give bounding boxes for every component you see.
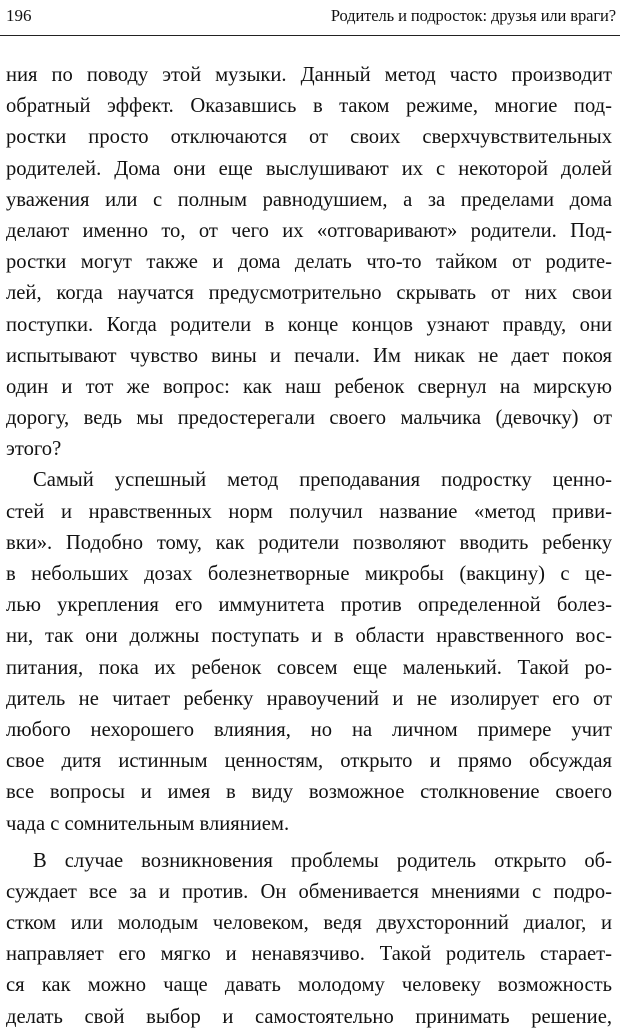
paragraph-3 xyxy=(6,846,612,1033)
text-line: В случае возникновения проблемы родитель открыто об- xyxy=(33,849,612,872)
text-line: испытывают чувство вины и печали. Им никак не дает покоя xyxy=(6,344,612,367)
text-line: любого нехорошего влияния, но на личном примере учит xyxy=(6,718,612,741)
text-line: поступки. Когда родители в конце концов узнают правду, они xyxy=(6,313,612,336)
running-title: Родитель и подросток: друзья или враги? xyxy=(330,6,616,25)
text-line: уважения или с полным равнодушием, а за пределами дома xyxy=(6,188,612,211)
text-line: ния по поводу этой музыки. Данный метод часто производит xyxy=(6,64,612,86)
text-line: ся как можно чаще давать молодому человеку возможность xyxy=(6,974,612,997)
text-line: стком или молодым человеком, ведя двухсторонний диалог, и xyxy=(6,912,612,935)
text-line: обратный эффект. Оказавшись в таком режиме, многие под- xyxy=(6,95,612,118)
body-text xyxy=(6,60,612,1033)
text-line: ни, так они должны поступать и в области нравственного вос- xyxy=(6,625,612,648)
text-line: делают именно то, от чего их «отговаривают» родители. Под- xyxy=(6,219,612,242)
paragraph-1 xyxy=(6,60,612,465)
text-line: дорогу, ведь мы предостерегали своего мальчика (девочку) от xyxy=(6,407,612,430)
text-line: в небольших дозах болезнетворные микробы (вакцину) с це- xyxy=(6,563,612,585)
text-line: свое дитя истинным ценностям, открыто и прямо обсуждая xyxy=(6,750,612,773)
text-line: родителей. Дома они еще выслушивают их с некоторой долей xyxy=(6,157,612,180)
text-line: лей, когда научатся предусмотрительно скрывать от них свои xyxy=(6,282,612,305)
text-line: суждает все за и против. Он обменивается мнениями с подро- xyxy=(6,880,612,903)
text-line: дитель не читает ребенку нравоучений и не изолирует его от xyxy=(6,687,612,710)
text-line: питания, пока их ребенок совсем еще маленький. Такой ро- xyxy=(6,656,612,679)
text-line: Самый успешный метод преподавания подростку ценно- xyxy=(33,469,612,492)
text-line: направляет его мягко и ненавязчиво. Такой родитель старает- xyxy=(6,943,612,966)
paragraph-2 xyxy=(6,465,612,839)
text-line: чада с сомнительным влиянием. xyxy=(6,812,290,835)
text-line: этого? xyxy=(6,438,62,461)
text-line: все вопросы и имея в виду возможное столкновение своего xyxy=(6,781,612,804)
text-line: стей и нравственных норм получил название «метод приви- xyxy=(6,500,612,523)
text-line: вки». Подобно тому, как родители позволяют вводить ребенку xyxy=(6,531,612,554)
text-line: один и тот же вопрос: как наш ребенок свернул на мирскую xyxy=(6,375,612,398)
text-line: ростки просто отключаются от своих сверхчувствительных xyxy=(6,126,612,149)
text-line: делать свой выбор и самостоятельно принимать решение, xyxy=(6,1005,612,1028)
text-line: лью укрепления его иммунитета против определенной болез- xyxy=(6,594,612,617)
page-number: 196 xyxy=(6,6,32,25)
text-line: ростки могут также и дома делать что-то тайком от родите- xyxy=(6,251,612,274)
page-header xyxy=(0,0,620,36)
